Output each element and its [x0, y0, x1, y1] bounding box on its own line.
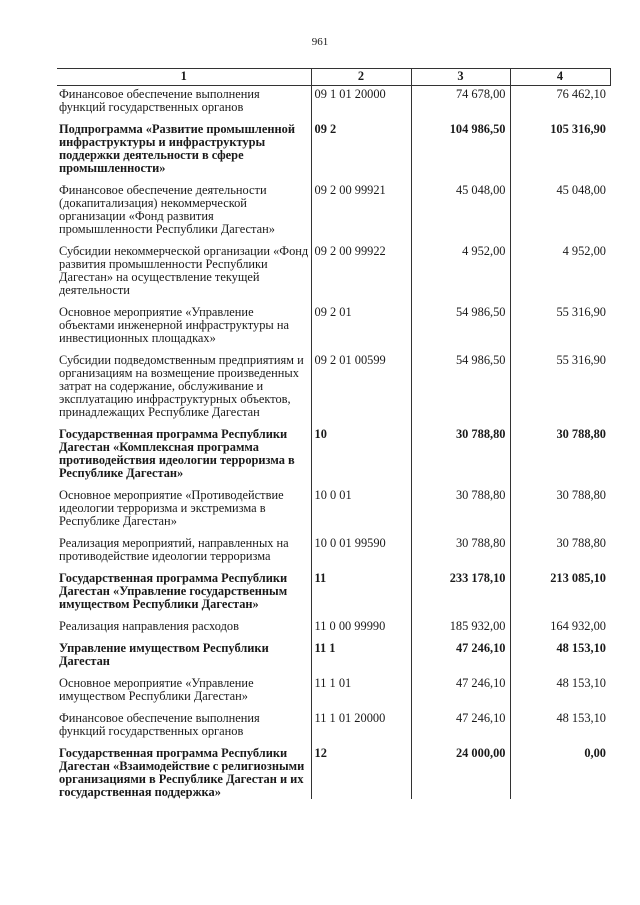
cell-name: Государственная программа Республики Дагестан «Взаимодействие с религиозными организациями в Республике Дагестан и их государственная поддержка» [59, 746, 305, 799]
cell-code: 10 0 01 [311, 487, 411, 535]
cell-name: Субсидии некоммерческой организации «Фонд развития промышленности Республики Дагестан» на осуществление текущей деятельности [59, 244, 309, 297]
cell-value-col3: 4 952,00 [411, 243, 510, 304]
cell-value-col3: 30 788,80 [411, 487, 510, 535]
cell-name: Государственная программа Республики Дагестан «Управление государственным имуществом Республики Дагестан» [59, 571, 288, 611]
cell-value-col4: 48 153,10 [510, 640, 610, 675]
cell-code: 11 1 01 [311, 675, 411, 710]
cell-value-col3: 47 246,10 [411, 710, 510, 745]
table-row [57, 535, 610, 570]
cell-name: Управление имуществом Республики Дагестан [59, 641, 269, 668]
cell-code: 10 [311, 426, 411, 487]
table-row [57, 710, 610, 745]
cell-value-col4: 30 788,80 [510, 426, 610, 487]
cell-code: 09 2 01 00599 [311, 352, 411, 426]
cell-value-col4: 45 048,00 [510, 182, 610, 243]
cell-name: Реализация направления расходов [59, 619, 239, 633]
cell-name: Государственная программа Республики Дагестан «Комплексная программа противодействия идеологии терроризма в Республике Дагестан» [59, 427, 295, 480]
cell-value-col4: 48 153,10 [510, 675, 610, 710]
cell-value-col3: 30 788,80 [411, 426, 510, 487]
table-row [57, 640, 610, 675]
cell-value-col3: 54 986,50 [411, 304, 510, 352]
cell-code: 09 2 [311, 121, 411, 182]
cell-value-col3: 45 048,00 [411, 182, 510, 243]
table-row [57, 487, 610, 535]
cell-value-col3: 30 788,80 [411, 535, 510, 570]
cell-value-col3: 54 986,50 [411, 352, 510, 426]
cell-value-col3: 104 986,50 [411, 121, 510, 182]
cell-code: 10 0 01 99590 [311, 535, 411, 570]
cell-name: Основное мероприятие «Управление объектами инженерной инфраструктуры на инвестиционных площадках» [59, 305, 289, 345]
table-row [57, 121, 610, 182]
header-col-1: 1 [57, 69, 311, 86]
cell-value-col3: 24 000,00 [411, 745, 510, 799]
cell-name: Субсидии подведомственным предприятиям и организациям на возмещение произведенных затрат на содержание, обслуживание и эксплуатацию инфраструктурных объектов, принадлежащих Республике Дагестан [59, 353, 304, 419]
cell-code: 09 2 01 [311, 304, 411, 352]
table-row [57, 745, 610, 799]
cell-value-col3: 74 678,00 [411, 86, 510, 122]
table-row [57, 182, 610, 243]
cell-value-col4: 0,00 [510, 745, 610, 799]
cell-code: 11 1 [311, 640, 411, 675]
cell-code: 11 1 01 20000 [311, 710, 411, 745]
cell-value-col4: 164 932,00 [510, 618, 610, 640]
cell-value-col4: 55 316,90 [510, 304, 610, 352]
cell-value-col3: 185 932,00 [411, 618, 510, 640]
header-col-3: 3 [411, 69, 510, 86]
table-row [57, 675, 610, 710]
cell-value-col4: 213 085,10 [510, 570, 610, 618]
cell-code: 11 [311, 570, 411, 618]
cell-value-col3: 47 246,10 [411, 675, 510, 710]
header-col-4: 4 [510, 69, 610, 86]
cell-code: 09 2 00 99921 [311, 182, 411, 243]
cell-code: 11 0 00 99990 [311, 618, 411, 640]
cell-value-col3: 233 178,10 [411, 570, 510, 618]
header-col-2: 2 [311, 69, 411, 86]
cell-value-col4: 30 788,80 [510, 535, 610, 570]
table-header-row [57, 69, 610, 86]
cell-value-col4: 30 788,80 [510, 487, 610, 535]
cell-value-col3: 47 246,10 [411, 640, 510, 675]
table-row [57, 86, 610, 122]
cell-value-col4: 105 316,90 [510, 121, 610, 182]
cell-name: Финансовое обеспечение деятельности (докапитализация) некоммерческой организации «Фонд развития промышленности Республики Дагестан» [59, 183, 275, 236]
cell-code: 09 2 00 99922 [311, 243, 411, 304]
cell-value-col4: 76 462,10 [510, 86, 610, 122]
cell-name: Основное мероприятие «Противодействие идеологии терроризма и экстремизма в Республике Дагестан» [59, 488, 284, 528]
cell-value-col4: 4 952,00 [510, 243, 610, 304]
budget-table [57, 68, 611, 799]
table-row [57, 304, 610, 352]
cell-name: Подпрограмма «Развитие промышленной инфраструктуры и инфраструктуры поддержки деятельности в сфере промышленности» [59, 122, 295, 175]
cell-name: Основное мероприятие «Управление имуществом Республики Дагестан» [59, 676, 254, 703]
table-row [57, 426, 610, 487]
cell-code: 12 [311, 745, 411, 799]
table-row [57, 243, 610, 304]
table-row [57, 570, 610, 618]
cell-name: Финансовое обеспечение выполнения функций государственных органов [59, 711, 260, 738]
page-number: 961 [311, 36, 329, 48]
cell-code: 09 1 01 20000 [311, 86, 411, 122]
table-row [57, 352, 610, 426]
cell-name: Финансовое обеспечение выполнения функций государственных органов [59, 87, 260, 114]
cell-value-col4: 55 316,90 [510, 352, 610, 426]
cell-name: Реализация мероприятий, направленных на противодействие идеологии терроризма [59, 536, 289, 563]
cell-value-col4: 48 153,10 [510, 710, 610, 745]
table-row [57, 618, 610, 640]
table-body [57, 86, 610, 800]
